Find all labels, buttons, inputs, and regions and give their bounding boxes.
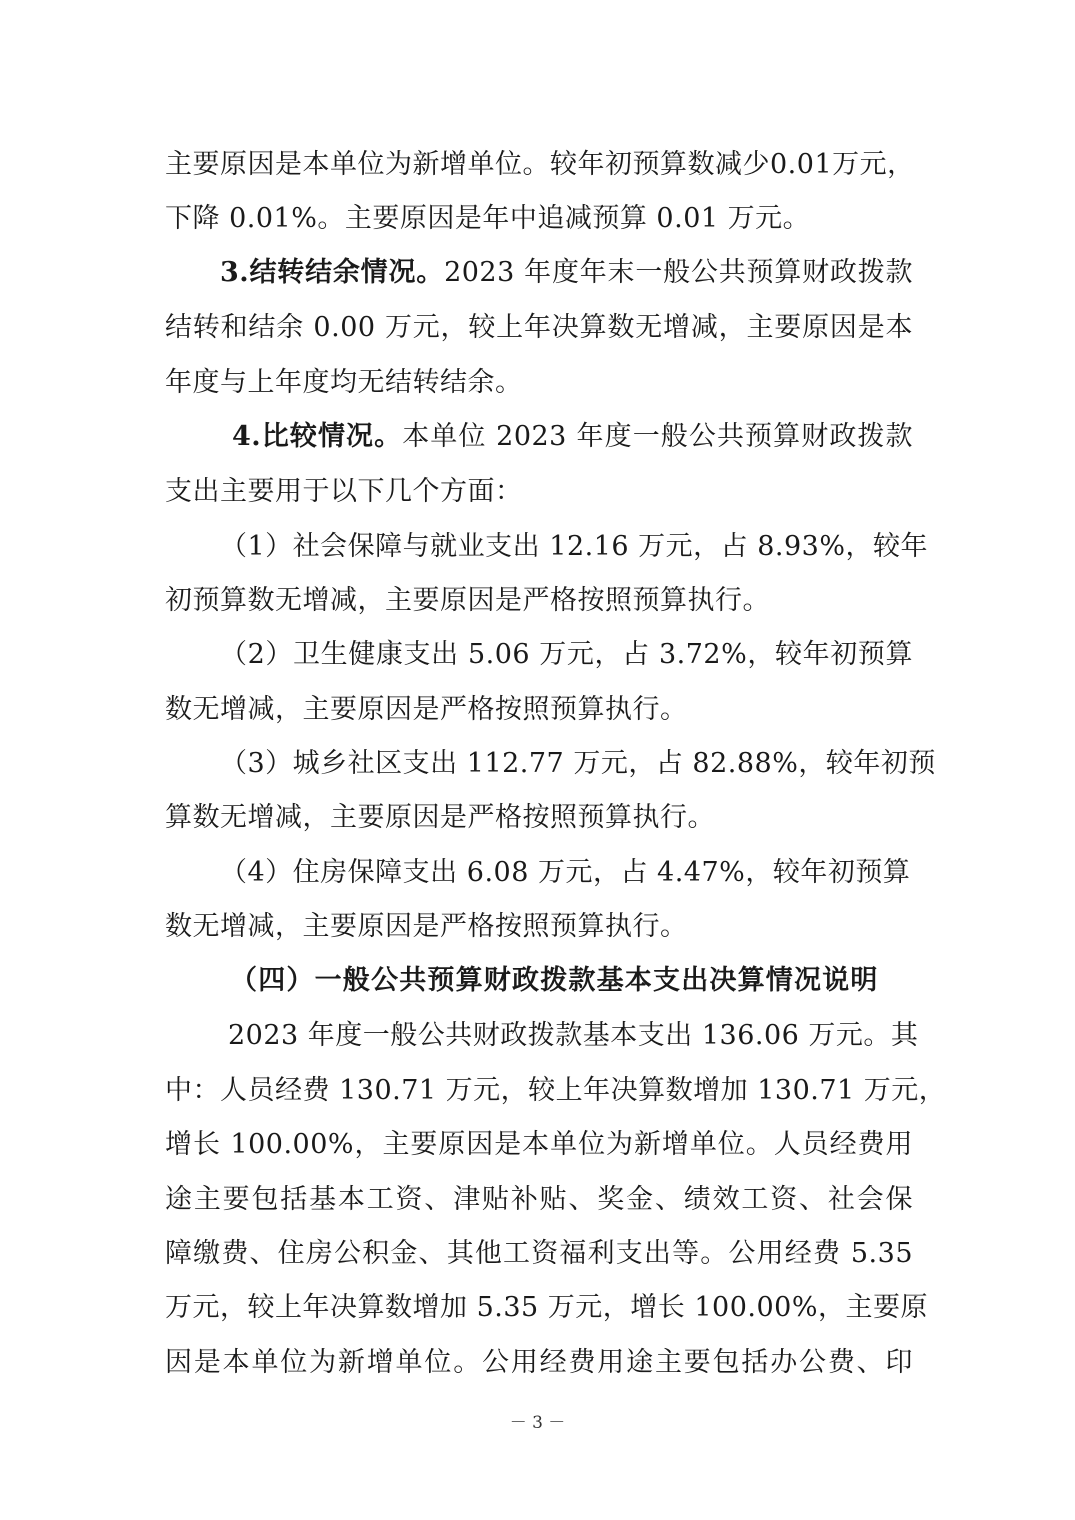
text-line: 结转和结余 0.00 万元，较上年决算数无增减，主要原因是本 [165, 312, 913, 343]
text-line: 万元，较上年决算数增加 5.35 万元，增长 100.00%，主要原 [165, 1292, 928, 1323]
text-line: 年度与上年度均无结转结余。 [165, 367, 523, 398]
text-line: 主要原因是本单位为新增单位。较年初预算数减少0.01万元， [165, 149, 915, 180]
section-label: 3.结转结余情况。 [220, 257, 445, 288]
text-line: 2023 年度年末一般公共预算财政拨款 [444, 257, 914, 288]
text-line: 障缴费、住房公积金、其他工资福利支出等。公用经费 5.35 [165, 1238, 913, 1269]
text-line: 初预算数无增减，主要原因是严格按照预算执行。 [165, 585, 770, 616]
text-line: 因是本单位为新增单位。公用经费用途主要包括办公费、印 [165, 1347, 913, 1378]
text-line: 算数无增减，主要原因是严格按照预算执行。 [165, 802, 715, 833]
text-line: 本单位 2023 年度一般公共预算财政拨款 [402, 421, 913, 452]
section-label: 4.比较情况。 [232, 421, 403, 452]
section-heading: （四）一般公共预算财政拨款基本支出决算情况说明 [230, 965, 879, 996]
text-line: 增长 100.00%，主要原因是本单位为新增单位。人员经费用 [165, 1129, 913, 1160]
list-item: （2）卫生健康支出 5.06 万元，占 3.72%，较年初预算 [220, 639, 913, 670]
text-line: 数无增减，主要原因是严格按照预算执行。 [165, 911, 688, 942]
text-line: 中：人员经费 130.71 万元，较上年决算数增加 130.71 万元， [165, 1075, 947, 1106]
list-item: （1）社会保障与就业支出 12.16 万元，占 8.93%，较年 [220, 531, 928, 562]
page-number: － 3 － [509, 1413, 566, 1433]
list-item: （3）城乡社区支出 112.77 万元，占 82.88%，较年初预 [220, 748, 936, 779]
text-line: 2023 年度一般公共财政拨款基本支出 136.06 万元。其 [228, 1020, 919, 1051]
list-item: （4）住房保障支出 6.08 万元，占 4.47%，较年初预算 [220, 857, 911, 888]
text-line: 数无增减，主要原因是严格按照预算执行。 [165, 694, 688, 725]
text-line: 途主要包括基本工资、津贴补贴、奖金、绩效工资、社会保 [165, 1184, 913, 1215]
text-line: 支出主要用于以下几个方面： [165, 476, 523, 507]
paragraph-carryover-balance [220, 256, 913, 290]
paragraph-comparison [232, 420, 913, 454]
text-line: 下降 0.01%。主要原因是年中追减预算 0.01 万元。 [165, 203, 811, 234]
